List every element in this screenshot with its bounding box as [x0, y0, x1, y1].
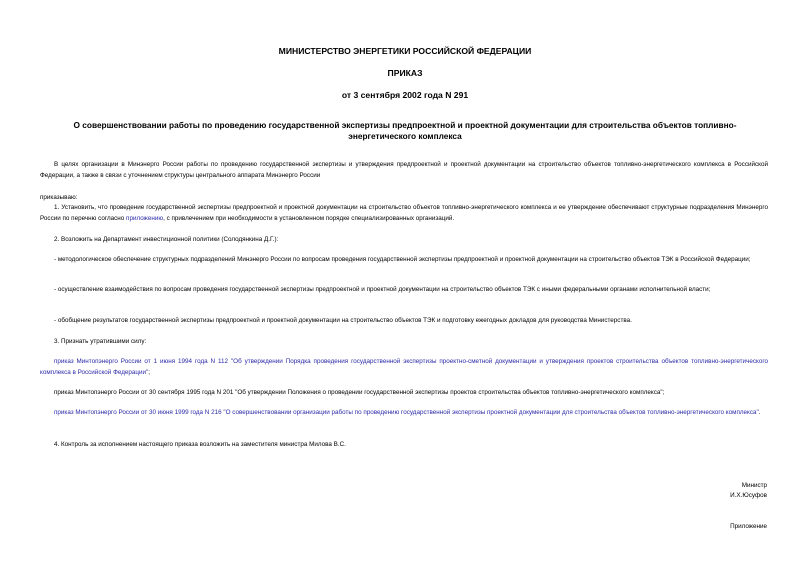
repealed-order-112: [40, 357, 768, 378]
signature-name: И.Х.Юсуфов: [730, 492, 767, 499]
order-216-end: .: [758, 409, 761, 416]
appendix-label: Приложение: [730, 523, 767, 530]
paragraph-3: 3. Признать утратившими силу:: [54, 338, 147, 345]
order-216-link[interactable]: приказ Минтопэнерго России от 30 июня 1999 года N 216 "О совершенствовании организации работы по проведению государственной экспертизы проектной документации для строительства объектов топливно-энергетического комплекса": [54, 409, 759, 416]
doc-type-heading: ПРИКАЗ: [387, 68, 423, 78]
paragraph-4: 4. Контроль за исполнением настоящего приказа возложить на заместителя министра Милова В.С.: [54, 441, 346, 448]
order-112-end: ;: [148, 368, 151, 376]
appendix-link[interactable]: приложению: [126, 214, 164, 222]
order-112-link[interactable]: приказ Минтопэнерго России от 1 июня 1994 года N 112 "Об утверждении Порядка проведения государственной экспертизы проектно-сметной документации и утверждения проектов строительства объектов топливно-энергетического комплекса в Российской Федерации": [40, 358, 768, 376]
paragraph-2: 2. Возложить на Департамент инвестиционной политики (Солодянкина Д.Г.):: [54, 236, 279, 243]
paragraph-1-text-end: , с привлечением при необходимости в установленном порядке специализированных организаций.: [163, 214, 455, 222]
paragraph-2-item-b: - осуществление взаимодействия по вопросам проведения государственной экспертизы предпроектной и проектной документации на строительство объектов ТЭК с иными федеральными органами исполнительной власти;: [54, 286, 711, 293]
repealed-order-216: [40, 408, 768, 419]
paragraph-2-item-a: - методологическое обеспечение структурных подразделений Минэнерго России по вопросам проведения государственной экспертизы предпроектной и проектной документации на строительство объектов ТЭК в Российской Федерации;: [54, 256, 751, 263]
doc-date-number: от 3 сентября 2002 года N 291: [341, 90, 469, 100]
paragraph-1-text-start: 1. Установить, что проведение государственной экспертизы предпроектной и проектной документации на строительство объектов топливно-энергетического комплекса и ее утверждение обеспечивают структурные подразделения Минэнерго России по перечню согласно: [40, 204, 768, 222]
intro-paragraph: В целях организации в Минэнерго России работы по проведению государственной экспертизы и утверждения предпроектной и проектной документации на строительство объектов топливно-энергетического комплекса в Российской Федерации, а также в связи с уточнением структуры центрального аппарата Минэнерго России: [40, 161, 768, 179]
ministry-heading: МИНИСТЕРСТВО ЭНЕРГЕТИКИ РОССИЙСКОЙ ФЕДЕРАЦИИ: [278, 46, 532, 56]
paragraph-1: [40, 203, 768, 224]
repealed-order-201: приказ Минтопэнерго России от 30 сентября 1995 года N 201 "Об утверждении Положения о проведении государственной экспертизы проектов строительства объектов топливно-энергетического комплекса";: [54, 389, 665, 396]
doc-title: О совершенствовании работы по проведению государственной экспертизы предпроектной и проектной документации для строительства объектов топливно-энергетического комплекса: [73, 120, 737, 141]
paragraph-2-item-c: - обобщение результатов государственной экспертизы предпроектной и проектной документации на строительство объектов ТЭК и подготовку ежегодных докладов для руководства Министерства.: [54, 317, 632, 324]
signature-position: Министр: [741, 482, 767, 489]
order-word: приказываю:: [40, 194, 78, 201]
